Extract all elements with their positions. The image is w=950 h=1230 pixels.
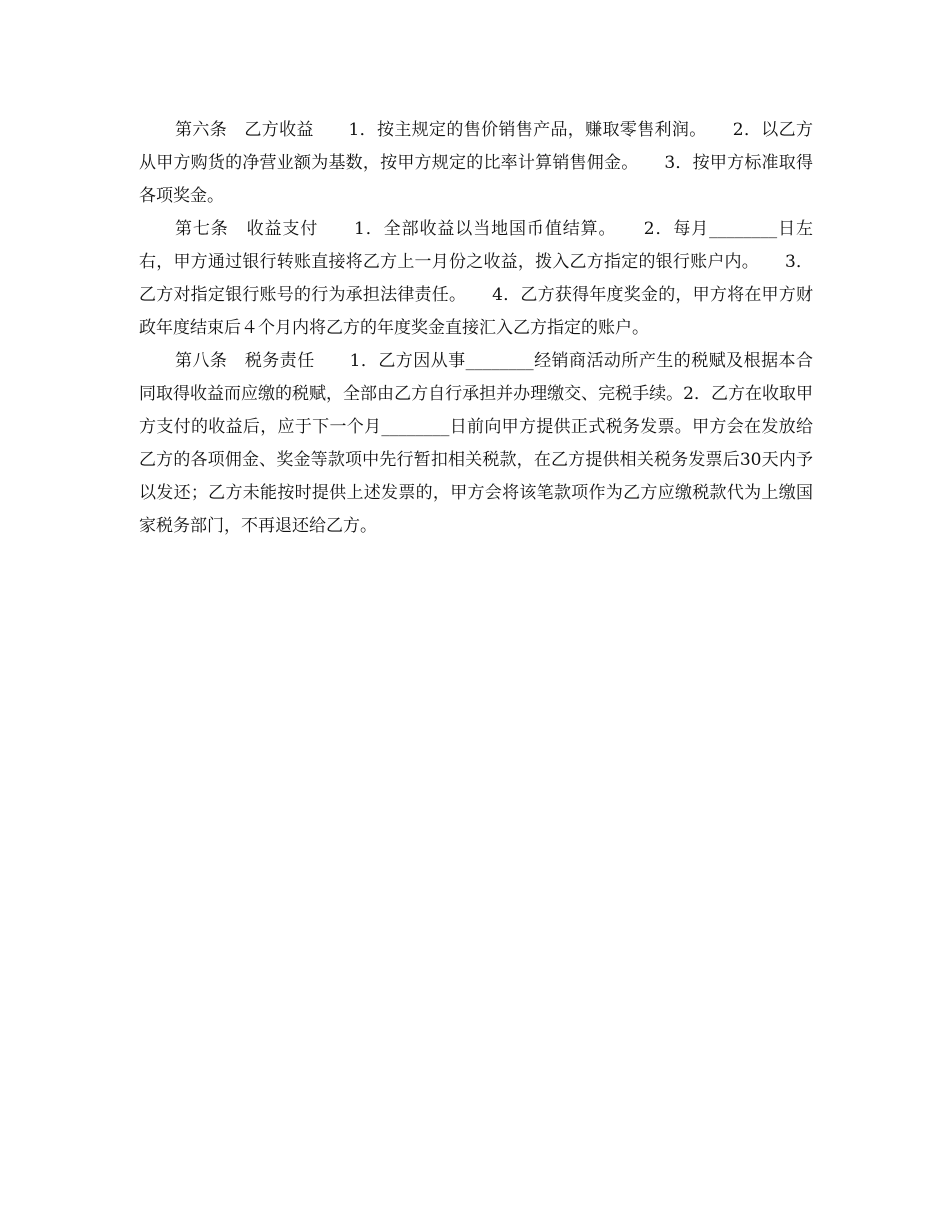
article-8-tax: 第八条 税务责任 1．乙方因从事________经销商活动所产生的税赋及根据本合同取得收益而应缴的税赋，全部由乙方自行承担并办理缴交、完税手续。2．乙方在收取甲方支付的收益后，应于下一个月________日前向甲方提供正式税务发票。甲方会在发放给乙方的各项佣金、奖金等款项中先行暂扣相关税款，在乙方提供相关税务发票后30天内予以发还；乙方未能按时提供上述发票的，甲方会将该笔款项作为乙方应缴税款代为上缴国家税务部门，不再退还给乙方。 [139,351,813,536]
document-body [139,114,813,543]
article-7-payment: 第七条 收益支付 1．全部收益以当地国币值结算。 2．每月________日左右，甲方通过银行转账直接将乙方上一月份之收益，拨入乙方指定的银行账户内。 3．乙方对指定银行账号的行为承担法律责任。 4．乙方获得年度奖金的，甲方将在甲方财政年度结束后４个月内将乙方的年度奖金直接汇入乙方指定的账户。 [139,219,813,338]
article-6-income: 第六条 乙方收益 1．按主规定的售价销售产品，赚取零售利润。 2．以乙方从甲方购货的净营业额为基数，按甲方规定的比率计算销售佣金。 3．按甲方标准取得各项奖金。 [139,120,813,206]
